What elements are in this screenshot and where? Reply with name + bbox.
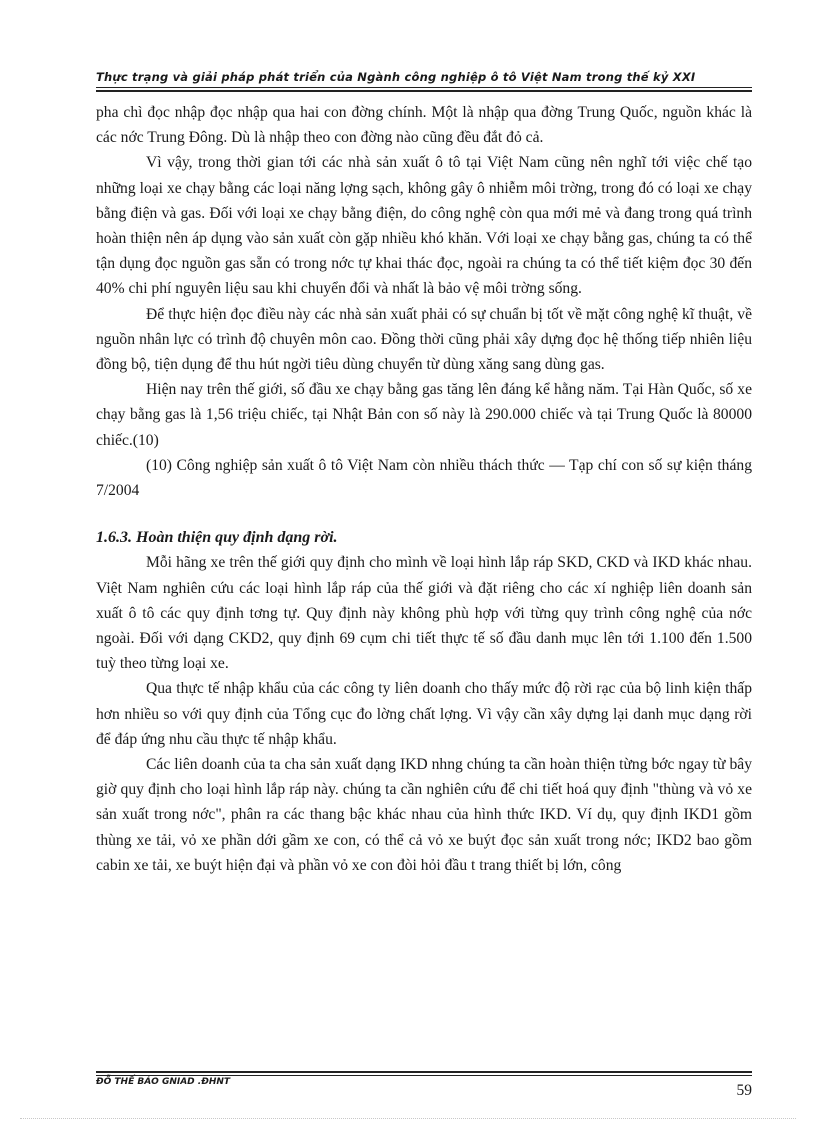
page-edge-divider <box>20 1118 796 1119</box>
footnote-reference: (10) Công nghiệp sản xuất ô tô Việt Nam còn nhiều thách thức — Tạp chí con số sự kiện tháng 7/2004 <box>96 456 752 500</box>
section-heading: 1.6.3. Hoàn thiện quy định dạng rời. <box>96 529 338 547</box>
paragraph: Hiện nay trên thế giới, số đầu xe chạy bằng gas tăng lên đáng kể hằng năm. Tại Hàn Quốc, số xe chạy bằng gas là 1,56 triệu chiếc, tại Nhật Bản con số này là 290.000 chiếc và tại Trung Quốc là 80000 chiếc.(10) <box>96 381 752 449</box>
paragraph: pha chì đọc nhập đọc nhập qua hai con đờng chính. Một là nhập qua đờng Trung Quốc, nguồn khác là các nớc Trung Đông. Dù là nhập theo con đờng nào cũng đều đắt đỏ cả. <box>96 104 752 147</box>
paragraph: Các liên doanh của ta cha sản xuất dạng IKD nhng chúng ta cần hoàn thiện từng bớc ngay từ bây giờ quy định cho loại hình lắp ráp này. chúng ta cần nghiên cứu để chi tiết hoá quy định "thùng và vỏ xe sản xuất trong nớc", phân ra các thang bậc khác nhau của hình thức IKD. Ví dụ, quy định IKD1 gồm thùng xe tải, vỏ xe phần dới gầm xe con, có thể cả vỏ xe buýt đọc sản xuất trong nớc; IKD2 bao gồm cabin xe tải, xe buýt hiện đại và phần vỏ xe con đòi hỏi đầu t trang thiết bị lớn, công <box>96 756 752 874</box>
paragraph: Qua thực tế nhập khẩu của các công ty liên doanh cho thấy mức độ rời rạc của bộ linh kiện thấp hơn nhiều so với quy định của Tổng cục đo lờng chất lợng. Vì vậy cần xây dựng lại danh mục dạng rời để đáp ứng nhu cầu thực tế nhập khẩu. <box>96 680 752 748</box>
paragraph: Vì vậy, trong thời gian tới các nhà sản xuất ô tô tại Việt Nam cũng nên nghĩ tới việc chế tạo những loại xe chạy bằng các loại năng lợng sạch, không gây ô nhiễm môi trờng, trong đó có loại xe chạy bằng điện và gas. Đối với loại xe chạy bằng điện, do công nghệ còn qua mới mẻ và đang trong quá trình hoàn thiện nên áp dụng vào sản xuất còn gặp nhiều khó khăn. Với loại xe chạy bằng gas, chúng ta có thể tận dụng đọc nguồn gas sẵn có trong nớc tự khai thác đọc, ngoài ra chúng ta có thể tiết kiệm đọc 30 đến 40% chi phí nguyên liệu sau khi chuyển đổi và nhất là bảo vệ môi trờng sống. <box>96 154 752 298</box>
paragraph: Để thực hiện đọc điều này các nhà sản xuất phải có sự chuẩn bị tốt về mặt công nghệ kĩ thuật, về nguồn nhân lực có trình độ chuyên môn cao. Đồng thời cũng phải xây dựng đọc hệ thống tiếp nhiên liệu đồng bộ, tiện dụng để thu hút ngời tiêu dùng chuyển từ dùng xăng sang dùng gas. <box>96 305 752 374</box>
page-number: 59 <box>736 1082 752 1099</box>
page-body <box>96 100 752 878</box>
paragraph: Mỗi hãng xe trên thế giới quy định cho mình về loại hình lắp ráp SKD, CKD và IKD khác nhau. Việt Nam nghiên cứu các loại hình lắp ráp của thế giới và đặt riêng cho các xí nghiệp liên doanh sản xuất ô tô các quy định tơng tự. Quy định này không phù hợp với từng quy trình công nghệ của nớc ngoài. Đối với dạng CKD2, quy định 69 cụm chi tiết thực tế số đầu danh mục lên tới 1.100 đến 1.500 tuỳ theo từng loại xe. <box>96 554 752 673</box>
header-rule-thin <box>96 87 752 88</box>
footer-rule-thin <box>96 1075 752 1076</box>
footer-author: ĐỖ THẾ BẢO GNIAD .ĐHNT <box>96 1077 231 1087</box>
header-rule-thick <box>96 90 752 92</box>
running-header-title: Thực trạng và giải pháp phát triển của Ngành công nghiệp ô tô Việt Nam trong thế kỷ XXI <box>96 70 696 84</box>
footer-rule-thick <box>96 1071 752 1073</box>
